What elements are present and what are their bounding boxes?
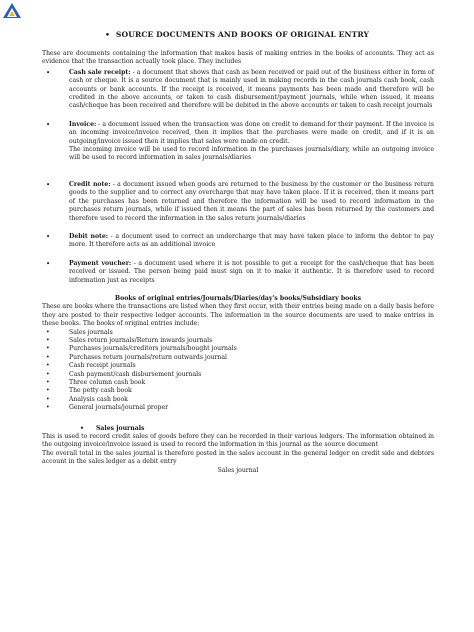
source-doc-payment-voucher [42,260,434,285]
bullet-icon: • [46,336,50,344]
sales-journals-heading: • Sales journals [80,424,145,432]
books-heading: Books of original entries/Journals/Diaries/day's books/Subsidiary books [114,294,362,302]
bullet-icon: • [46,370,50,378]
term-label: Invoice: [69,120,97,128]
intro-paragraph: These are documents containing the information that makes basis of making entries in the books of accounts. They act as evidence that the transaction actually took place. They includes [42,50,434,66]
source-doc-invoice [42,121,434,163]
term-label: Payment voucher: [69,259,132,267]
bullet-icon: • [46,404,50,412]
list-item: • Cash receipt journals [46,362,136,370]
term-label: Credit note: [69,180,111,188]
logo-icon [2,2,22,20]
term-extra: The incoming invoice will be used to record information in the purchases journals/diary, while an outgoing invoice will be used to record information in sales journals/diaries [69,146,434,162]
bullet-icon: • [46,328,50,336]
sales-journals-paragraph-1: This is used to record credit sales of goods before they can be recorded in their various ledgers. The information obtained in the outgoing invoice/invoice issued is used to record the information in this journal as the source document [42,433,434,449]
term-description: - a document used where it is not possible to get a receipt for the cash/cheque that has been received or issued. The person being paid must sign on it to make it authentic. It is therefore used to record information just as receipts [69,259,434,284]
source-doc-credit-note [42,181,434,223]
bullet-icon: • [46,232,51,241]
bullet-icon: • [46,120,51,129]
bullet-icon: • [46,379,50,386]
bullet-icon: • [46,259,51,268]
term-label: Debit note: [69,232,109,240]
term-description: - a document issued when the transaction was done on credit to demand for their payment. If the invoice is an incoming invoice/invoice received, then it implies that the purchases were made on credit, and if it is an outgoing/invoice issued then it implies that sales were made on credit. [69,120,434,145]
bullet-icon: • [46,180,51,189]
list-item: • Purchases return journals/return outwards journal [46,353,228,361]
books-intro: These are books where the transactions are listed when they first occur, with their entries being made on a daily basis before they are posted to their respective ledger accounts. The information in the source documents are used to make entries in these books. The books of original entries include: [42,303,434,328]
sales-journal-caption: Sales journal [217,466,259,474]
term-description: - a document that shows that cash as been received or paid out of the business either in form of cash or cheque. It is a source document that is mainly used in making records in the cash journals cash book, cash accounts or bank accounts. If the receipt is received, it means payments has been made and therefore will be credited in the above accounts, or taken to cash disbursement/payment journals, while when issued, it means cash/cheque has been received and therefore will be debited in the above accounts or taken to cash receipt journals [69,68,434,110]
list-item: • Analysis cash book [46,395,128,403]
bullet-icon: • [104,30,110,39]
term-description: - a document used to correct an undercharge that may have taken place to inform the debtor to pay more. It therefore acts as an additional invoice [69,232,435,249]
page-title: • SOURCE DOCUMENTS AND BOOKS OF ORIGINAL ENTRY [104,30,370,39]
sales-journals-paragraph-2: The overall total in the sales journal is therefore posted in the sales account in the general ledger on credit side and debtors account in the sales ledger as a debit entry [42,449,434,466]
list-item: • Purchases journals/creditors journals/bought journals [46,345,237,353]
document-body [42,50,434,475]
list-item: • Sales journals [46,328,113,336]
bullet-icon: • [46,353,50,361]
term-description: - a document issued when goods are returned to the business by the customer or the business return goods to the supplier and to correct any overcharge that may have taken place. If it is received, then it means part of the purchases has been returned and therefore the information will be used to record information in the purchases return journals, while if issued then it means the part of sales has been returned by the customers and therefore used to record the information in the sales return journals/diaries [69,180,434,222]
term-label: Cash sale receipt: [69,68,131,76]
bullet-icon: • [46,387,50,395]
source-doc-cash-sale-receipt [42,69,434,111]
books-list [42,329,434,413]
bullet-icon: • [46,395,50,403]
bullet-icon: • [46,68,51,77]
list-item: • The petty cash book [46,387,132,395]
list-item: • Three column cash book [46,379,146,386]
bullet-icon: • [46,345,50,353]
bullet-icon: • [46,362,50,370]
list-item: • Cash payment/cash disbursement journals [46,370,202,378]
list-item: • General journals/journal proper [46,404,169,412]
source-doc-debit-note [42,233,434,250]
list-item: • Sales return journals/Return inwards journals [46,336,213,344]
bullet-icon: • [80,424,84,432]
